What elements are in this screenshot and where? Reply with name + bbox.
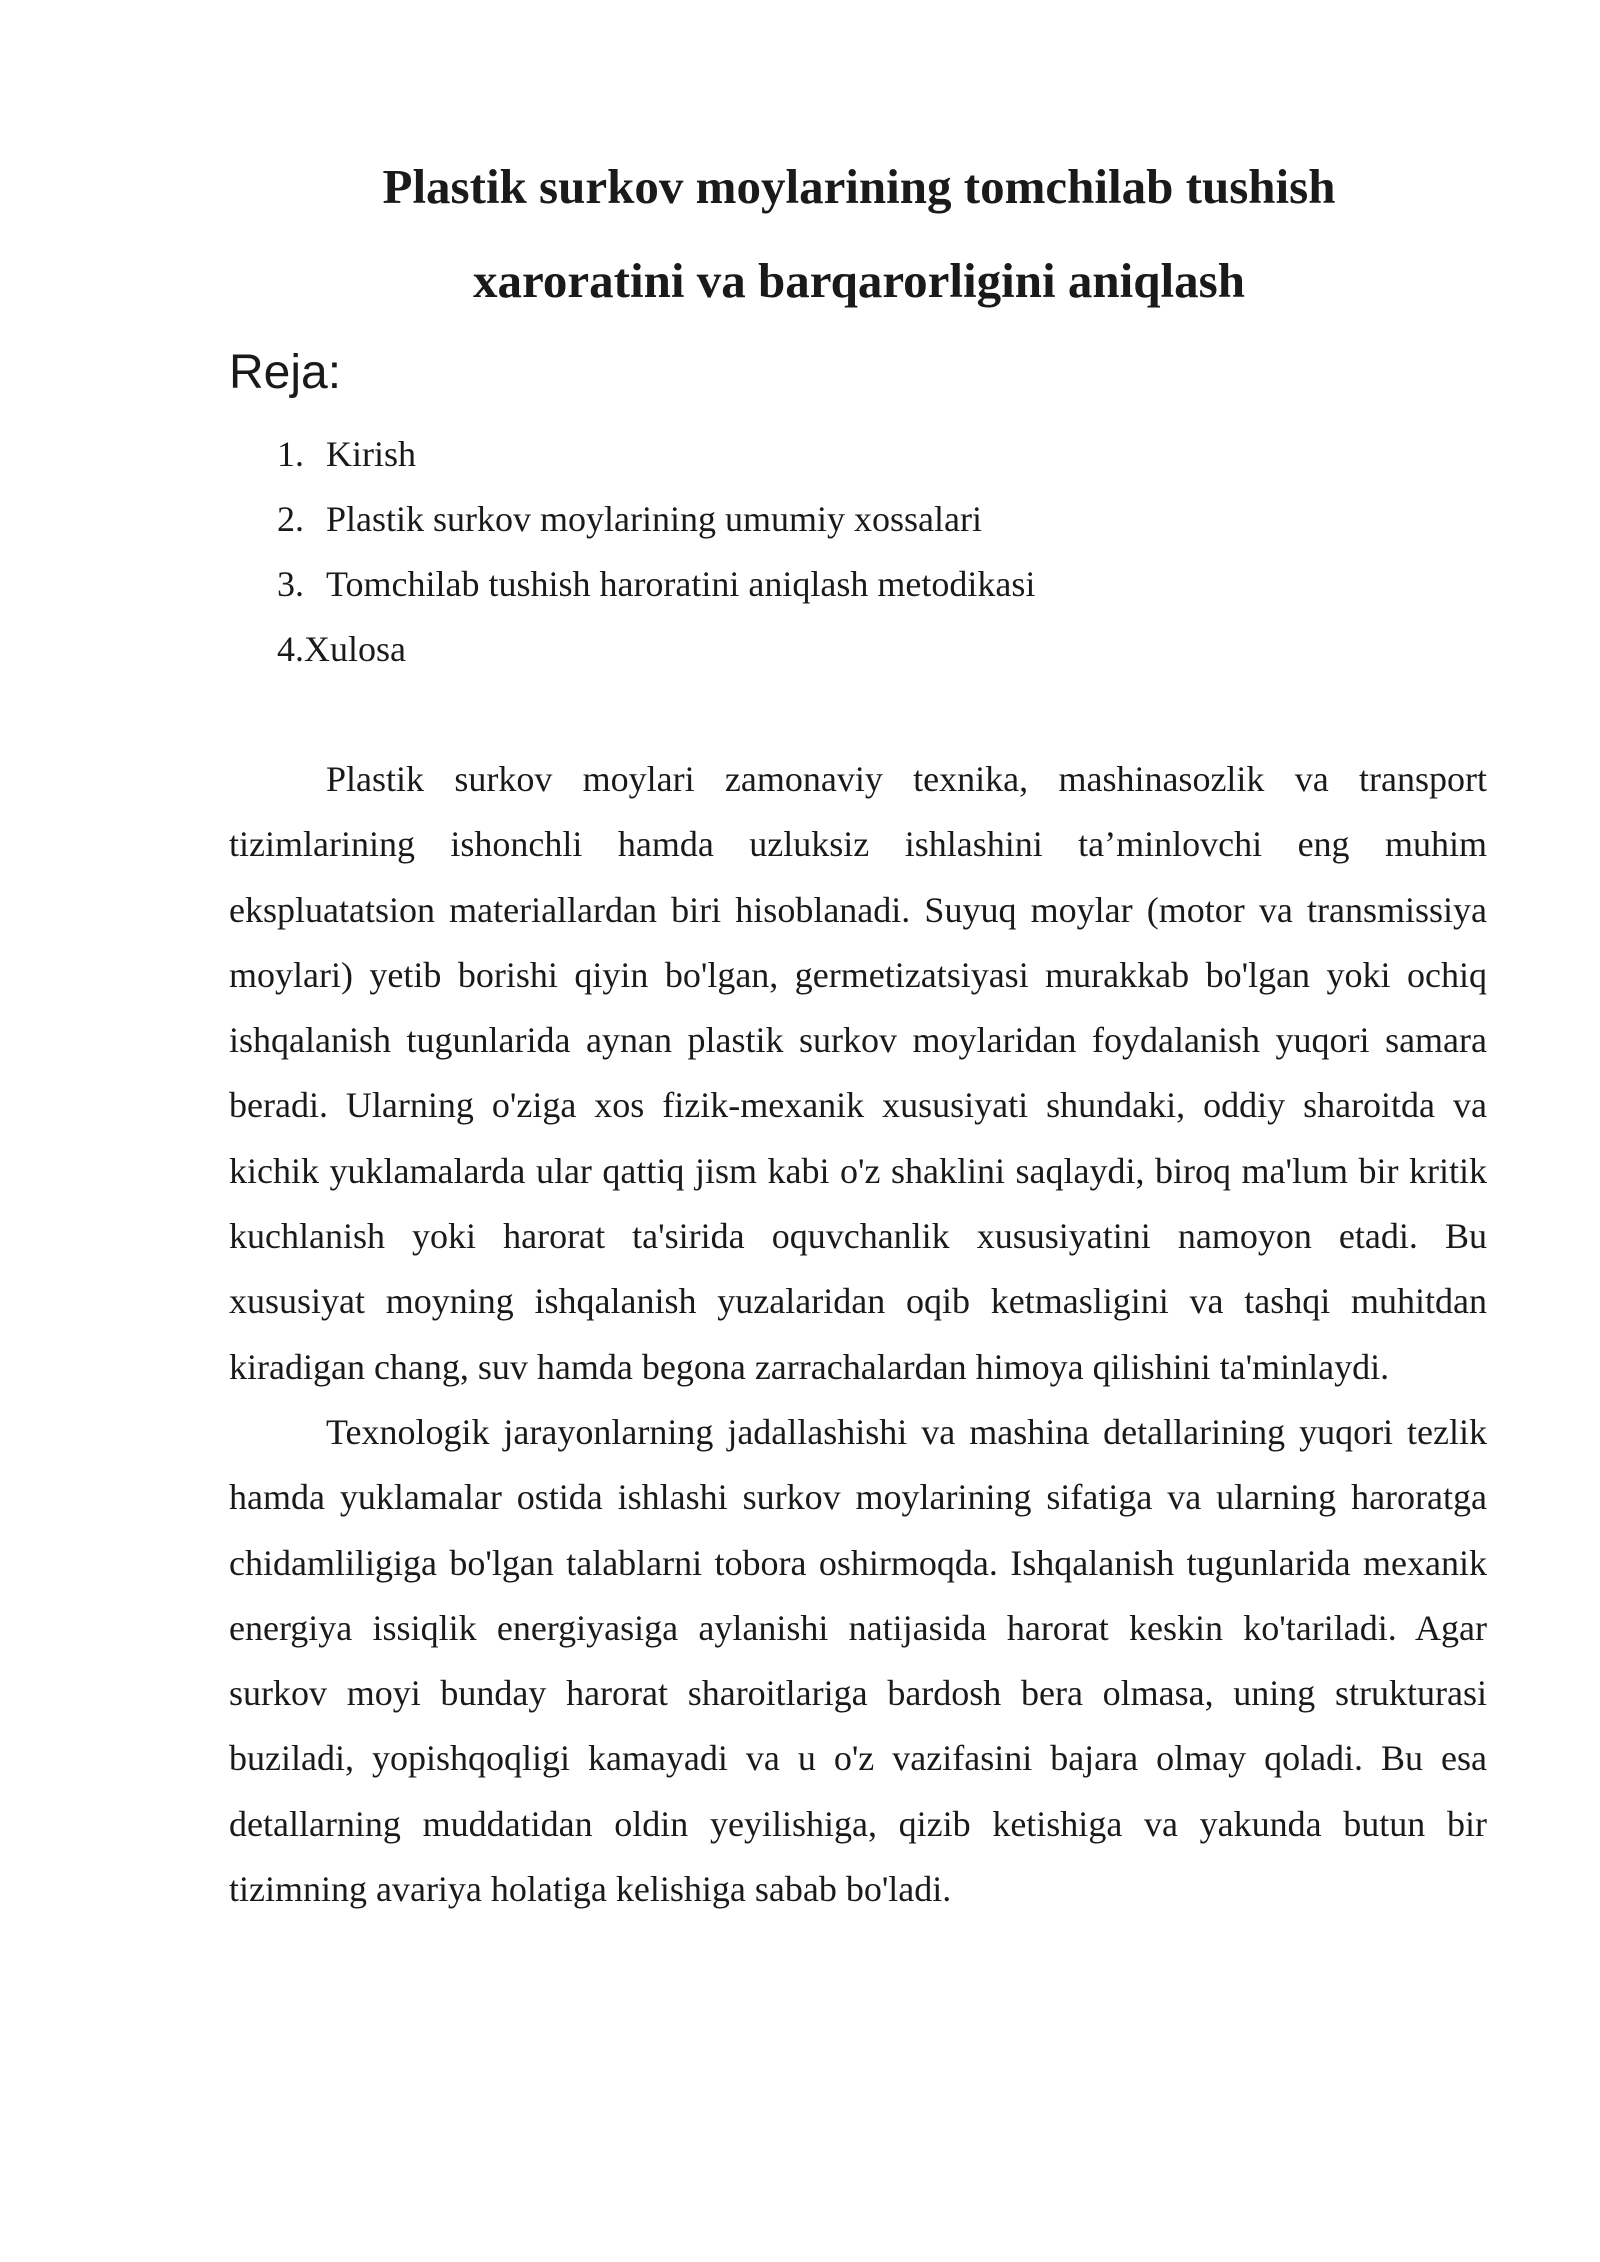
plan-item (277, 487, 1035, 552)
plan-item-text: Tomchilab tushish haroratini aniqlash metodikasi (326, 564, 1036, 604)
plan-item-text: Xulosa (304, 629, 406, 669)
plan-item-number: 4. (277, 629, 304, 669)
plan-item-number: 1. (277, 434, 304, 474)
plan-heading: Reja: (229, 346, 342, 399)
paragraph-requirements: Texnologik jarayonlarning jadallashishi va mashina detallarining yuqori tezlik hamda yuklamalar ostida ishlashi surkov moylarining sifatiga va ularning haroratga chidamliligiga bo'lgan talablarni tobora oshirmoqda. Ishqalanish tugunlarida mexanik energiya issiqlik energiyasiga aylanishi natijasida harorat keskin ko'tariladi. Agar surkov moyi bunday harorat sharoitlariga bardosh bera olmasa, uning strukturasi buziladi, yopishqoqligi kamayadi va u o'z vazifasini bajara olmay qoladi. Bu esa detallarning muddatidan oldin yeyilishiga, qizib ketishiga va yakunda butun bir tizimning avariya holatiga kelishiga sabab bo'ladi. (229, 1411, 1487, 1910)
plan-item-text: Plastik surkov moylarining umumiy xossalari (326, 499, 982, 539)
body-text (229, 747, 1487, 1922)
plan-item-text: Kirish (326, 434, 416, 474)
title-line-1: Plastik surkov moylarining tomchilab tushish (382, 159, 1336, 214)
paragraph-intro: Plastik surkov moylari zamonaviy texnika, mashinasozlik va transport tizimlarining ishonchli hamda uzluksiz ishlashini ta’minlovchi eng muhim ekspluatatsion materiallardan biri hisoblanadi. Suyuq moylar (motor va transmissiya moylari) yetib borishi qiyin bo'lgan, germetizatsiyasi murakkab bo'lgan yoki ochiq ishqalanish tugunlarida aynan plastik surkov moylaridan foydalanish yuqori samara beradi. Ularning o'ziga xos fizik-mexanik xususiyati shundaki, oddiy sharoitda va kichik yuklamalarda ular qattiq jism kabi o'z shaklini saqlaydi, biroq ma'lum bir kritik kuchlanish yoki harorat ta'sirida oquvchanlik xususiyatini namoyon etadi. Bu xususiyat moyning ishqalanish yuzalaridan oqib ketmasligini va tashqi muhitdan kiradigan chang, suv hamda begona zarrachalardan himoya qilishini ta'minlaydi. (229, 759, 1487, 1387)
plan-item-number: 2. (277, 499, 304, 539)
title-line-2: xaroratini va barqarorligini aniqlash (473, 253, 1245, 308)
plan-item (277, 617, 1035, 682)
plan-list (277, 422, 1035, 682)
document-title (230, 140, 1488, 328)
plan-item (277, 552, 1035, 617)
plan-item-number: 3. (277, 564, 304, 604)
plan-item (277, 422, 1035, 487)
